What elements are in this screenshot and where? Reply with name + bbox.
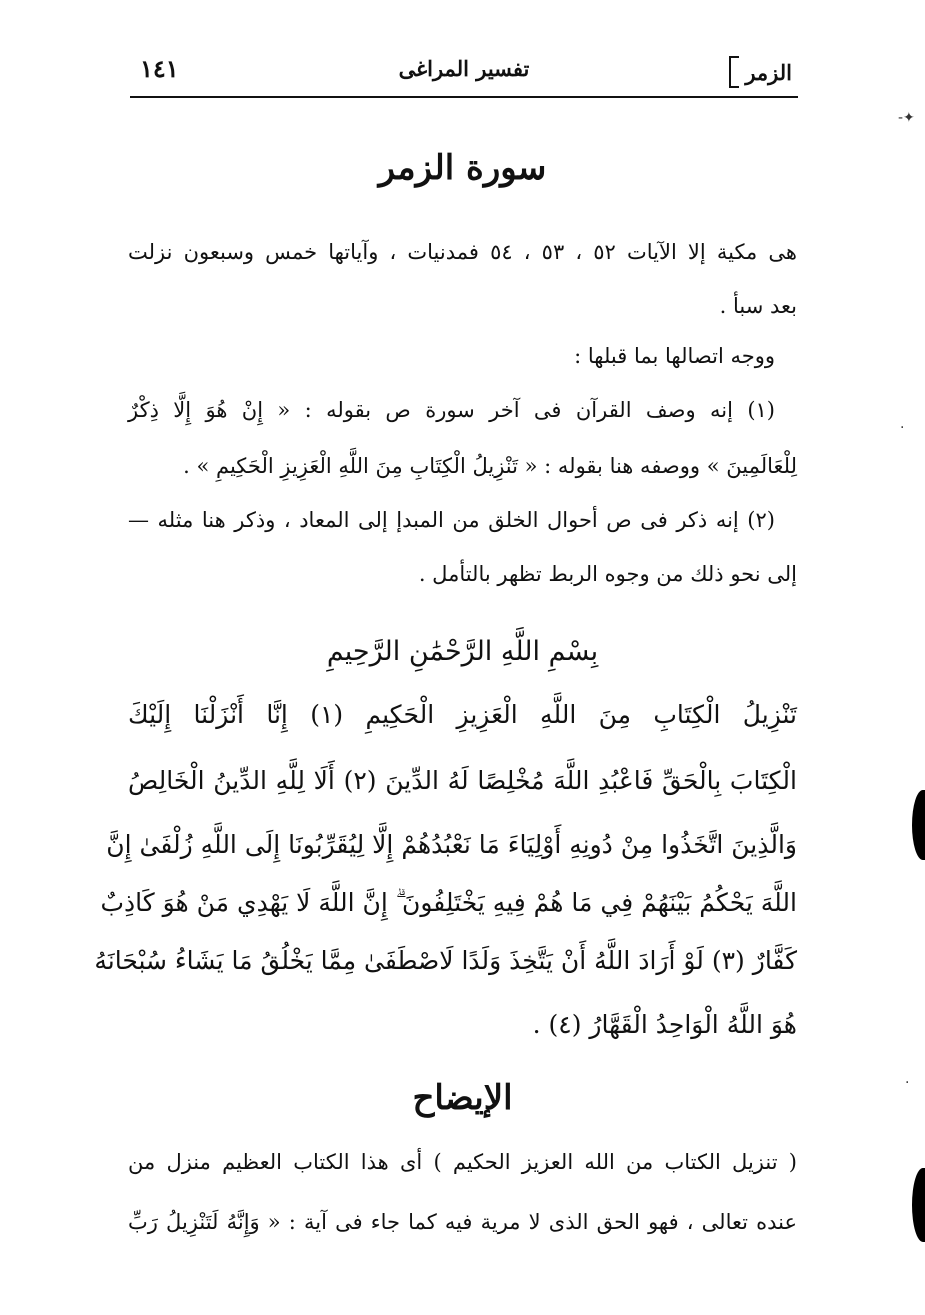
scan-speck: -✦ bbox=[898, 110, 915, 126]
scan-speck: · bbox=[900, 420, 905, 436]
idah-heading: الإيضاح bbox=[412, 1078, 513, 1118]
intro-line-1: هى مكية إلا الآيات ٥٢ ، ٥٣ ، ٥٤ فمدنيات ، وآياتها خمس وسبعون نزلت bbox=[128, 240, 798, 264]
connection-p1-line-2: لِلْعَالَمِينَ » ووصفه هنا بقوله : « تَنْزِيلُ الْكِتَابِ مِنَ اللَّهِ الْعَزِيزِ الْحَكِيمِ » . bbox=[183, 454, 797, 478]
verse-line: وَالَّذِينَ اتَّخَذُوا مِنْ دُونِهِ أَوْلِيَاءَ مَا نَعْبُدُهُمْ إِلَّا لِيُقَرِّبُونَا إِلَى اللَّهِ زُلْفَىٰ إِنَّ bbox=[106, 830, 797, 859]
connection-p2-line-1: (٢) إنه ذكر فى ص أحوال الخلق من المبدإ إلى المعاد ، وذكر هنا مثله — bbox=[128, 508, 775, 532]
commentary-line-2: عنده تعالى ، فهو الحق الذى لا مرية فيه كما جاء فى آية : « وَإِنَّهُ لَتَنْزِيلُ رَبِّ bbox=[128, 1210, 797, 1234]
connection-p1-line-1: (١) إنه وصف القرآن فى آخر سورة ص بقوله : « إِنْ هُوَ إِلَّا ذِكْرٌ bbox=[128, 398, 775, 422]
verse-line: كَفَّارٌ (٣) لَوْ أَرَادَ اللَّهُ أَنْ يَتَّخِذَ وَلَدًا لَاصْطَفَىٰ مِمَّا يَخْلُقُ مَا يَشَاءُ سُبْحَانَهُ bbox=[94, 946, 797, 975]
header-book-title: تفسير المراغى bbox=[398, 56, 530, 81]
surah-heading: سورة الزمر bbox=[378, 148, 547, 188]
intro-line-2: بعد سبأ . bbox=[719, 294, 797, 318]
header-surah-name: الزمر bbox=[729, 56, 792, 88]
verse-line: الْكِتَابَ بِالْحَقِّ فَاعْبُدِ اللَّهَ مُخْلِصًا لَهُ الدِّينَ (٢) أَلَا لِلَّهِ الدِّينُ الْخَالِصُ bbox=[128, 766, 797, 795]
verse-line: تَنْزِيلُ الْكِتَابِ مِنَ اللَّهِ الْعَزِيزِ الْحَكِيمِ (١) إِنَّا أَنْزَلْنَا إِلَيْكَ bbox=[128, 700, 797, 729]
basmala: بِسْمِ اللَّهِ الرَّحْمَٰنِ الرَّحِيمِ bbox=[326, 636, 599, 667]
scan-edge-blot bbox=[912, 790, 925, 860]
connection-p2-line-2: إلى نحو ذلك من وجوه الربط تظهر بالتأمل . bbox=[418, 562, 797, 586]
running-header bbox=[130, 52, 798, 98]
commentary-line-1: ( تنزيل الكتاب من الله العزيز الحكيم ) أى هذا الكتاب العظيم منزل من bbox=[128, 1150, 797, 1174]
connection-label: ووجه اتصالها بما قبلها : bbox=[574, 344, 775, 368]
scan-speck: · bbox=[905, 1075, 910, 1091]
verse-line: هُوَ اللَّهُ الْوَاحِدُ الْقَهَّارُ (٤) . bbox=[532, 1010, 797, 1039]
page-number: ١٤١ bbox=[140, 54, 179, 83]
verse-line: اللَّهَ يَحْكُمُ بَيْنَهُمْ فِي مَا هُمْ فِيهِ يَخْتَلِفُونَ ۗ إِنَّ اللَّهَ لَا يَهْدِي مَنْ هُوَ كَاذِبٌ bbox=[100, 888, 797, 917]
scan-edge-blot bbox=[912, 1168, 925, 1242]
